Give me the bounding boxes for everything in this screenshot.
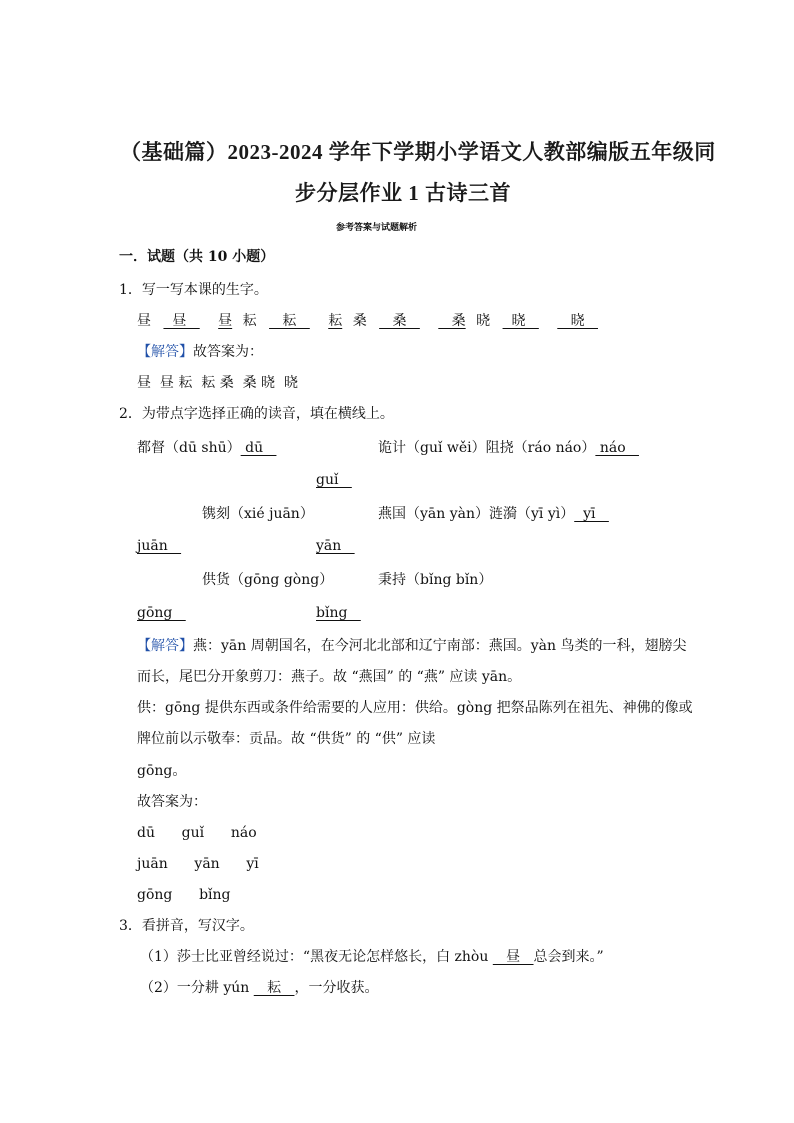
q2-blank-yan: yān (316, 538, 355, 554)
q2-blank: náo (595, 440, 639, 456)
q2-item-bingchi: 秉持（bǐng bǐn） (378, 572, 493, 588)
q2-explanation-3: 供：gōng 提供东西或条件给需要的人应用：供给。gòng 把祭品陈列在祖先、神佛的像或 (137, 700, 693, 716)
q1-char: 耘 (242, 313, 257, 329)
q1-blank: 昼 (163, 313, 200, 329)
explanation-text: 燕：yān 周朝国名，在今河北北部和辽宁南部：燕国。yàn 鸟类的一科，翅膀尖 (193, 638, 687, 654)
q2-blank-gui: guǐ (316, 472, 352, 488)
q1-answer-chars: 昼 昼 耘 耘 桑 桑 晓 晓 (137, 375, 298, 391)
q2-item-text: 燕国（yān yàn）涟漪（yī yì） (378, 506, 575, 522)
q1-answer (137, 342, 263, 362)
q2-item-juanke: 镌刻（xié juān） (202, 506, 314, 522)
answer-label: 【解答】 (137, 344, 193, 360)
q1-blank: 桑 (438, 313, 466, 329)
q2-prompt: 2．为带点字选择正确的读音，填在横线上。 (119, 406, 394, 422)
q2-blank: yī (574, 506, 609, 522)
q2-item-yanguo (378, 504, 609, 524)
q3-blank: 耘 (253, 980, 295, 996)
q1-blank: 耘 (269, 313, 310, 329)
title-line-1: （基础篇）2023-2024 学年下学期小学语文人教部编版五年级同 (120, 140, 716, 164)
q2-explanation-5: gōng。 (137, 763, 187, 779)
answer-label: 【解答】 (137, 638, 193, 654)
q2-item-text: 都督（dū shū） (137, 440, 241, 456)
q1-prompt: 1．写一写本课的生字。 (119, 282, 268, 298)
q2-explanation-2: 而长，尾巴分开象剪刀：燕子。故 “燕国” 的 “燕” 应读 yān。 (137, 669, 522, 685)
q1-char: 昼 (137, 313, 151, 329)
sentence-text: ，一分收获。 (294, 980, 379, 996)
q2-answer-3: gōng bǐng (137, 887, 231, 903)
q1-blank: 桑 (379, 313, 420, 329)
title-line-2: 步分层作业 1 古诗三首 (295, 181, 511, 205)
q3-prompt: 3．看拼音，写汉字。 (119, 918, 254, 934)
sentence-text: （1）莎士比亚曾经说过：“黑夜无论怎样悠长，白 zhòu (140, 949, 493, 965)
q2-blank-juan: juān (137, 538, 182, 554)
q2-item-dudu (137, 438, 276, 458)
answer-text: 故答案为： (193, 344, 263, 360)
q2-explanation-1 (137, 636, 686, 656)
q2-item-text: 诡计（guǐ wěi）阻挠（ráo náo） (378, 440, 596, 456)
q2-item-guiji (378, 438, 639, 458)
q2-answer-label: 故答案为： (137, 794, 207, 810)
q3-sentence-1 (140, 947, 604, 967)
q2-blank-bing: bǐng (316, 605, 361, 621)
q1-blank: 晓 (557, 313, 598, 329)
q2-answer-2: juān yān yī (137, 856, 259, 872)
sentence-text: 总会到来。” (533, 949, 604, 965)
q1-char-row (137, 311, 598, 331)
subtitle: 参考答案与试题解析 (336, 223, 418, 233)
q1-char: 晓 (476, 313, 491, 329)
q2-item-gonghuo: 供货（gōng gòng） (202, 572, 334, 588)
q1-blank: 耘 (328, 313, 343, 329)
q2-blank: dū (240, 440, 277, 456)
q3-blank: 昼 (492, 949, 534, 965)
q1-blank: 昼 (218, 313, 233, 329)
section-heading: 一．试题（共 10 小题） (119, 249, 275, 265)
q2-answer-1: dū guǐ náo (137, 825, 257, 841)
q1-char: 桑 (352, 313, 367, 329)
q1-blank: 晓 (502, 313, 539, 329)
sentence-text: （2）一分耕 yún (140, 980, 254, 996)
q2-blank-gong: gōng (137, 605, 186, 621)
q2-explanation-4: 牌位前以示敬奉：贡品。故 “供货” 的 “供” 应读 (137, 731, 436, 747)
q3-sentence-2 (140, 978, 378, 998)
